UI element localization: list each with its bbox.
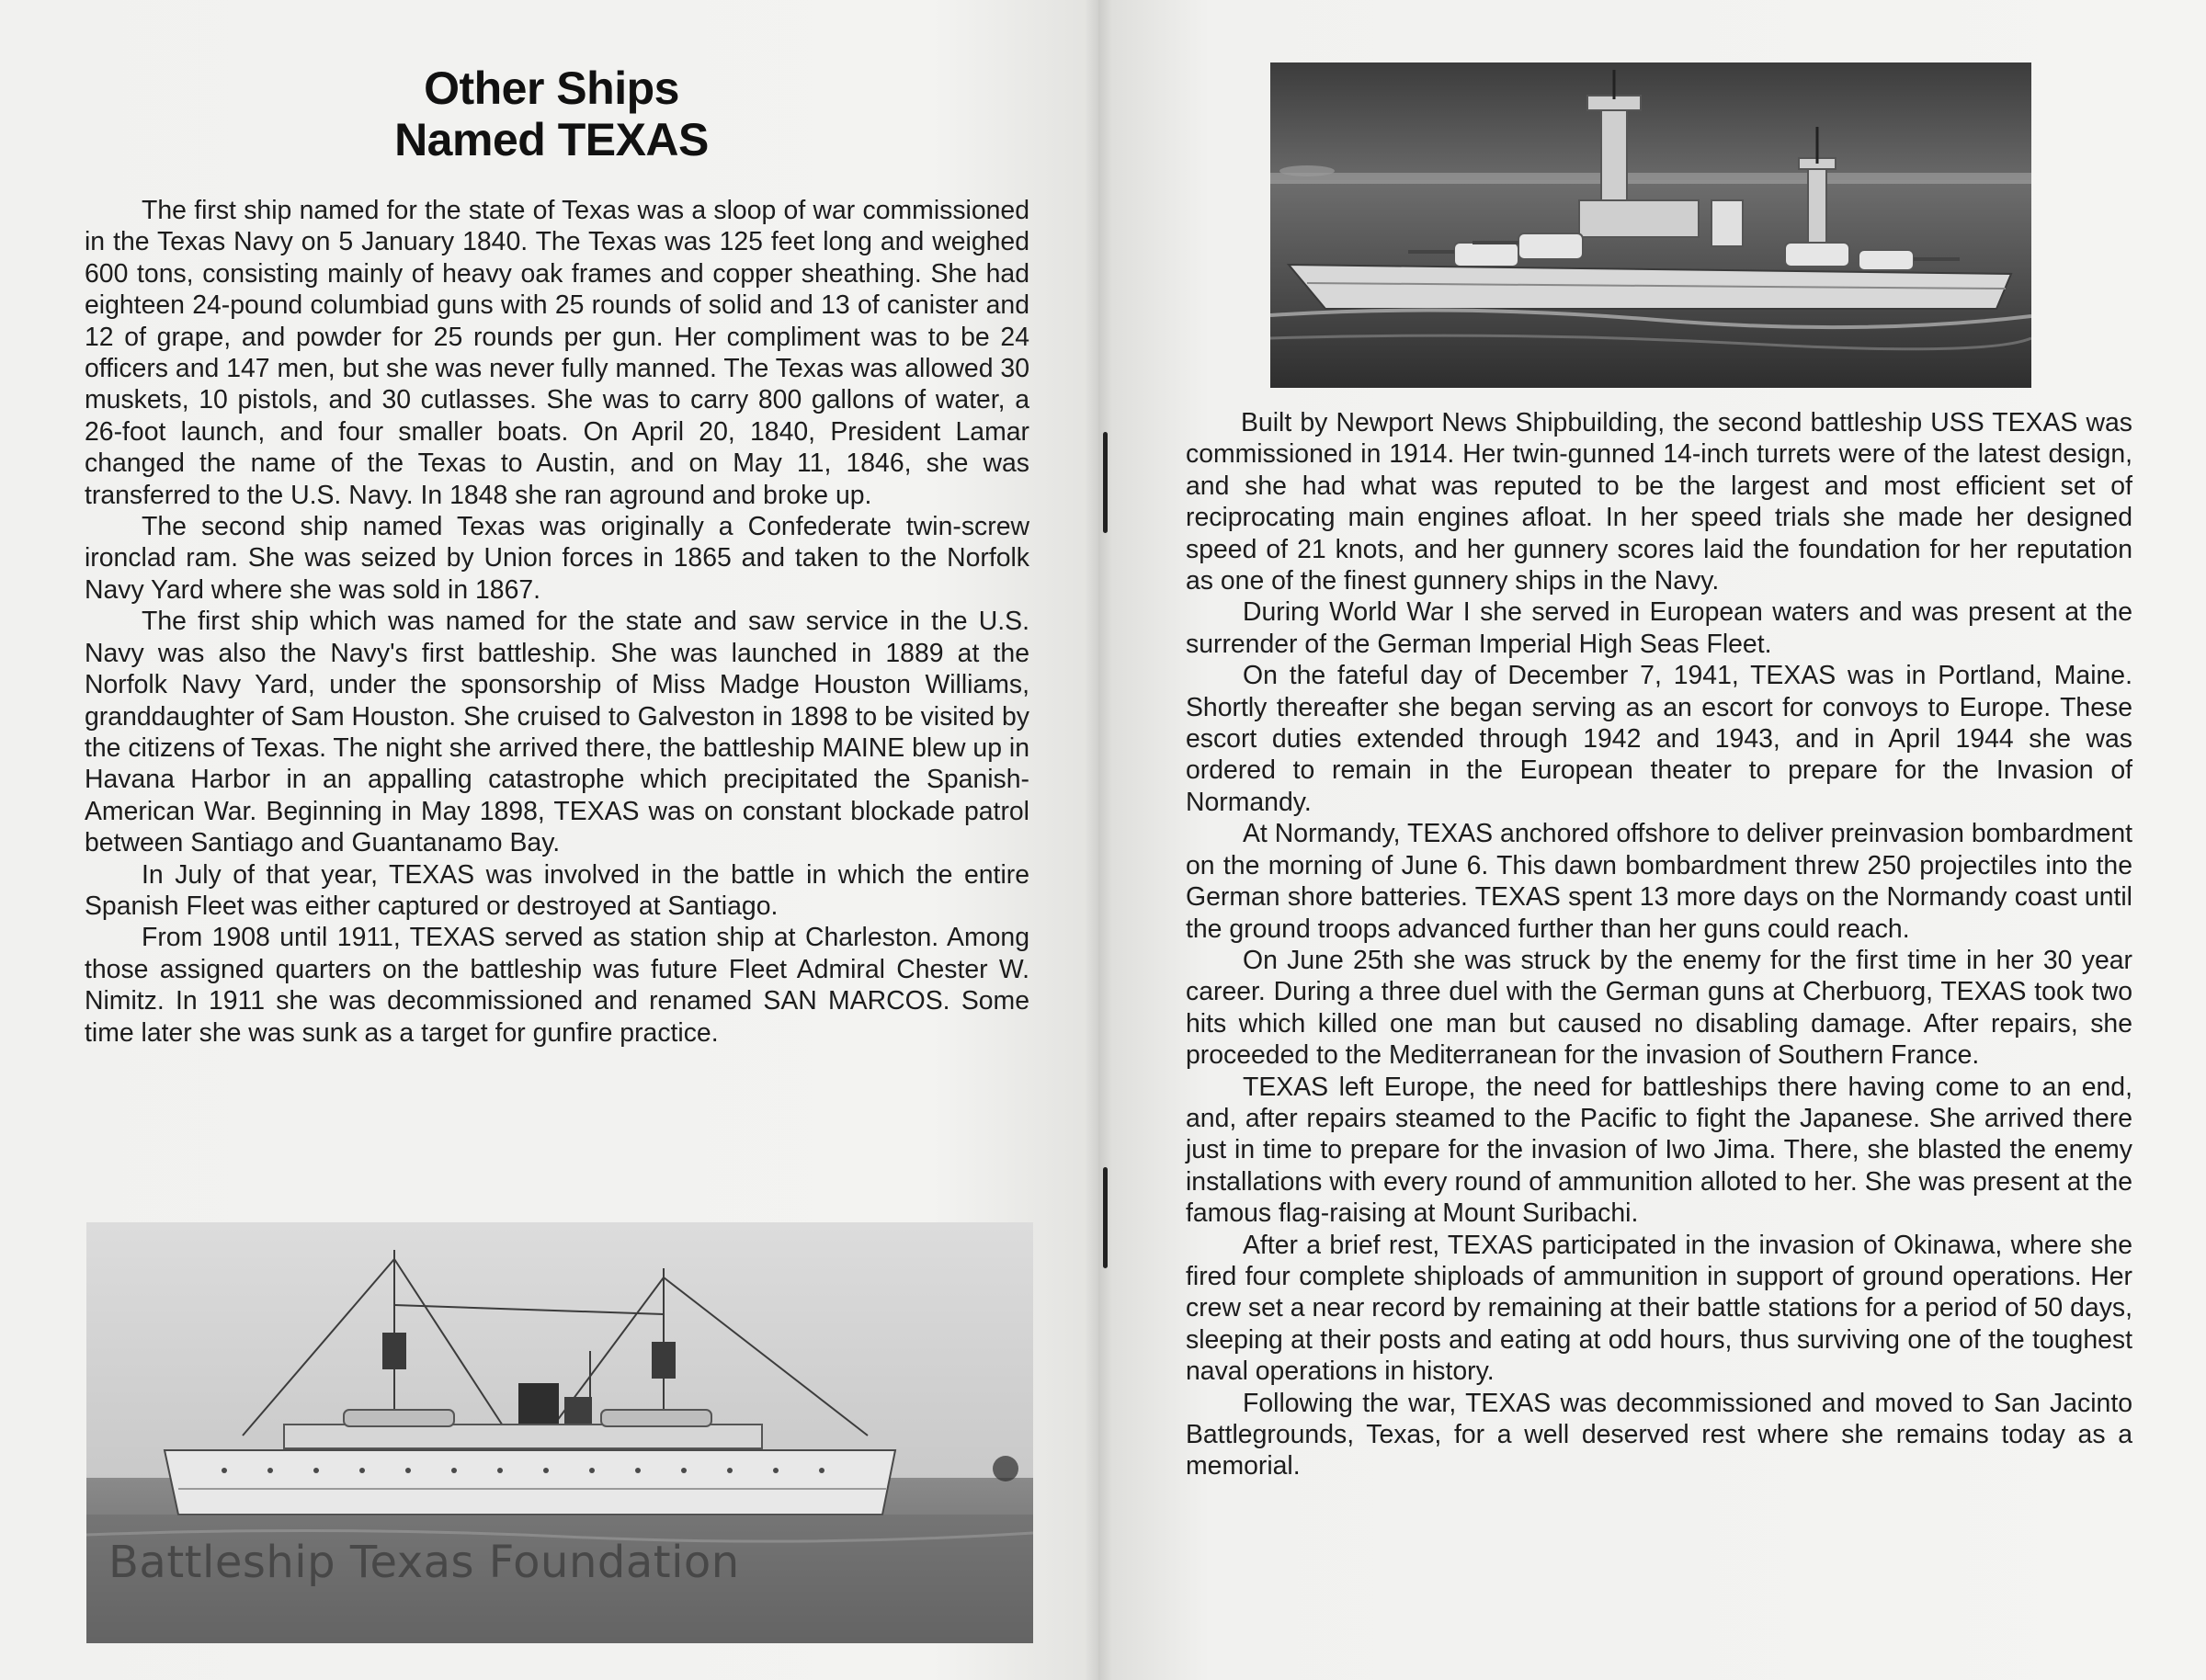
paragraph: TEXAS left Europe, the need for battleships there having come to an end, and, after repairs steamed to the Pacific to fight the Japanese. She arrived there just in time to prepare for the invasion of Iwo Jima. There, she blasted the enemy installations with every round of ammunition alloted to her. She was present at the famous flag-raising at Mount Suribachi. — [1186, 1072, 2132, 1229]
paragraph: During World War I she served in European waters and was present at the surrender of the German Imperial High Seas Fleet. — [1186, 597, 2132, 659]
staple-top — [1103, 432, 1108, 533]
title-line-2: Named TEXAS — [394, 114, 709, 165]
paragraph: The first ship named for the state of Texas was a sloop of war commissioned in the Texas Navy on 5 January 1840. The Texas was 125 feet long and weighed 600 tons, consisting mainly of heavy oak frames and copper sheathing. She had eighteen 24-pound columbiad guns with 25 rounds of solid and 13 of canister and 12 of grape, and powder for 25 rounds per gun. Her compliment was to be 24 officers and 147 men, but she was never fully manned. The Texas was allowed 30 muskets, 10 pistols, and 30 cutlasses. She was to carry 800 gallons of water, a 26-foot launch, and four smaller boats. On April 20, 1840, President Lamar changed the name of the Texas to Austin, and on May 11, 1846, she was transferred to the U.S. Navy. In 1848 she ran aground and broke up. — [85, 196, 1029, 510]
left-article — [85, 195, 1029, 1049]
paragraph: After a brief rest, TEXAS participated in the invasion of Okinawa, where she fired four complete shiploads of ammunition in support of ground operations. Her crew set a near record by remaining at their battle stations for a period of 50 days, sleeping at their posts and eating at odd hours, thus surviving one of the toughest naval operations in history. — [1186, 1230, 2132, 1387]
paragraph: From 1908 until 1911, TEXAS served as station ship at Charleston. Among those assigned quarters on the battleship was future Fleet Admiral Chester W. Nimitz. In 1911 she was decommissioned and renamed SAN MARCOS. Some time later she was sunk as a target for gunfire practice. — [85, 923, 1029, 1048]
paragraph: At Normandy, TEXAS anchored offshore to deliver preinvasion bombardment on the morning of June 6. This dawn bombardment threw 250 projectiles into the German shore batteries. TEXAS spent 13 more days on the Normandy coast until the ground troops advanced further than her guns could reach. — [1186, 819, 2132, 944]
title-line-1: Other Ships — [424, 62, 679, 114]
watermark-text: Battleship Texas Foundation — [108, 1537, 740, 1588]
paragraph: The first ship which was named for the state and saw service in the U.S. Navy was also the Navy's first battleship. She was launched in 1889 at the Norfolk Navy Yard, under the sponsorship of Miss Madge Houston Williams, granddaughter of Sam Houston. She cruised to Galveston in 1898 to be visited by the citizens of Texas. The night she arrived there, the battleship MAINE blew up in Havana Harbor in an appalling catastrophe which precipitated the Spanish-American War. Beginning in May 1898, TEXAS was on constant blockade patrol between Santiago and Guantanamo Bay. — [85, 607, 1029, 858]
paragraph: In July of that year, TEXAS was involved in the battle in which the entire Spanish Fleet was either captured or destroyed at Santiago. — [85, 859, 1029, 921]
staple-bottom — [1103, 1167, 1108, 1268]
right-article — [1186, 407, 2132, 1482]
paragraph: The second ship named Texas was originally a Confederate twin-screw ironclad ram. She was seized by Union forces in 1865 and taken to the Norfolk Navy Yard where she was sold in 1867. — [85, 512, 1029, 605]
paragraph: On the fateful day of December 7, 1941, TEXAS was in Portland, Maine. Shortly thereafter she began serving as an escort for convoys to Europe. These escort duties extended through 1942 and 1943, and in April 1944 she was ordered to remain in the European theater to prepare for the Invasion of Normandy. — [1186, 661, 2132, 817]
paragraph: Following the war, TEXAS was decommissioned and moved to San Jacinto Battlegrounds, Texas, for a well deserved rest where she remains today as a memorial. — [1186, 1388, 2132, 1481]
page-title — [276, 62, 827, 165]
paragraph: On June 25th she was struck by the enemy for the first time in her 30 year career. During a three duel with the German guns at Cherbuorg, TEXAS took two hits which killed one man but caused no disabling damage. After repairs, she proceeded to the Mediterranean for the invasion of Southern France. — [1186, 945, 2132, 1071]
paragraph: Built by Newport News Shipbuilding, the second battleship USS TEXAS was commissioned in 1914. Her twin-gunned 14-inch turrets were of the latest design, and she had what was reputed to be the largest and most efficient set of reciprocating main engines afloat. In her speed trials she made her designed speed of 21 knots, and her gunnery scores laid the foundation for her reputation as one of the finest gunnery ships in the Navy. — [1186, 408, 2132, 596]
battleship-illustration — [1270, 62, 2031, 388]
center-gutter — [1085, 0, 1112, 1680]
photo-uss-texas-1914 — [1270, 62, 2031, 388]
